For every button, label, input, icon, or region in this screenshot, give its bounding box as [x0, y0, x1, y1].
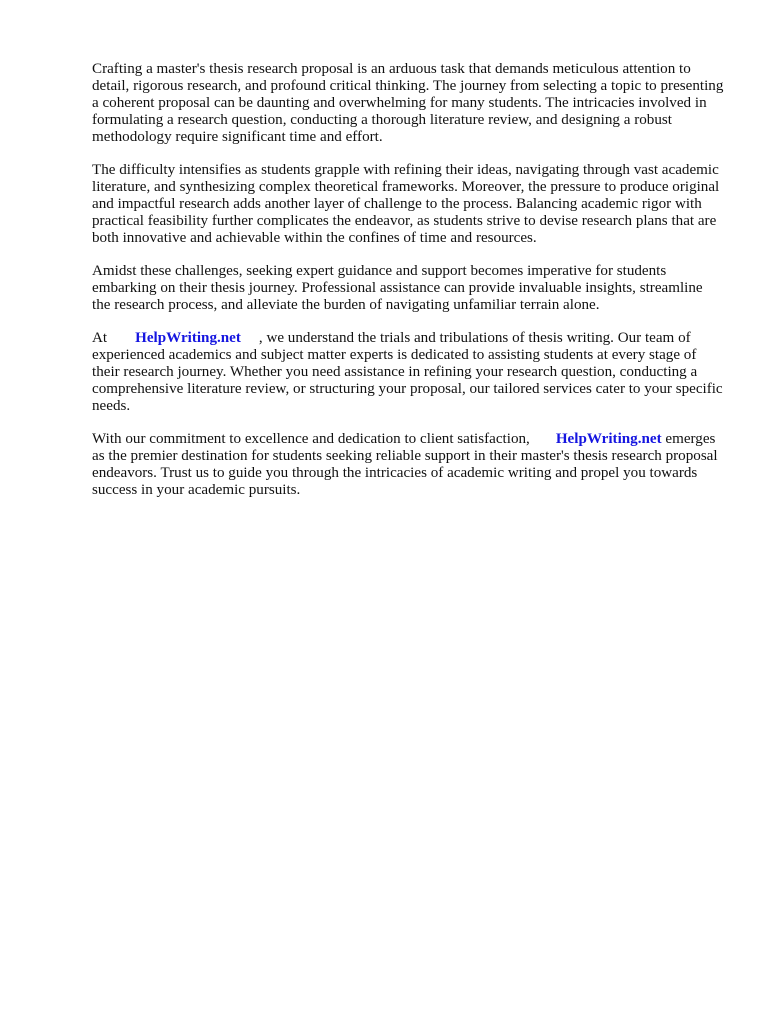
paragraph-4-body-text: , we understand the trials and tribulations of thesis writing. Our team of experienced academics and subject matter experts is dedicated to assisting students at every stage of their research journey. Whether you need assistance in refining your research question, conducting a comprehensive literature review, or structuring your proposal, our tailored services cater to your specific needs. [92, 330, 723, 414]
paragraph-4-lead-text: At [92, 330, 108, 346]
paragraph-3: Amidst these challenges, seeking expert guidance and support becomes imperative for students embarking on their thesis journey. Professional assistance can provide invaluable insights, streamline the research process, and alleviate the burden of navigating unfamiliar terrain alone. [92, 263, 703, 313]
paragraph-4 [92, 330, 724, 415]
paragraph-5-lead-text: With our commitment to excellence and dedication to client satisfaction, [92, 431, 530, 447]
paragraph-5 [92, 431, 724, 499]
helpwriting-link[interactable]: HelpWriting.net [555, 431, 662, 447]
paragraph-2: The difficulty intensifies as students grapple with refining their ideas, navigating through vast academic literature, and synthesizing complex theoretical frameworks. Moreover, the pressure to produce original and impactful research adds another layer of challenge to the process. Balancing academic rigor with practical feasibility further complicates the endeavor, as students strive to devise research plans that are both innovative and achievable within the confines of time and resources. [92, 162, 720, 246]
paragraph-1: Crafting a master's thesis research proposal is an arduous task that demands meticulous attention to detail, rigorous research, and profound critical thinking. The journey from selecting a topic to presenting a coherent proposal can be daunting and overwhelming for many students. The intricacies involved in formulating a research question, conducting a thorough literature review, and designing a robust methodology require significant time and effort. [92, 61, 724, 145]
paragraph-5-body-text: emerges as the premier destination for students seeking reliable support in their master's thesis research proposal endeavors. Trust us to guide you through the intricacies of academic writing and propel you towards success in your academic pursuits. [92, 431, 718, 498]
document-page [92, 61, 724, 515]
helpwriting-link[interactable]: HelpWriting.net [135, 330, 241, 346]
